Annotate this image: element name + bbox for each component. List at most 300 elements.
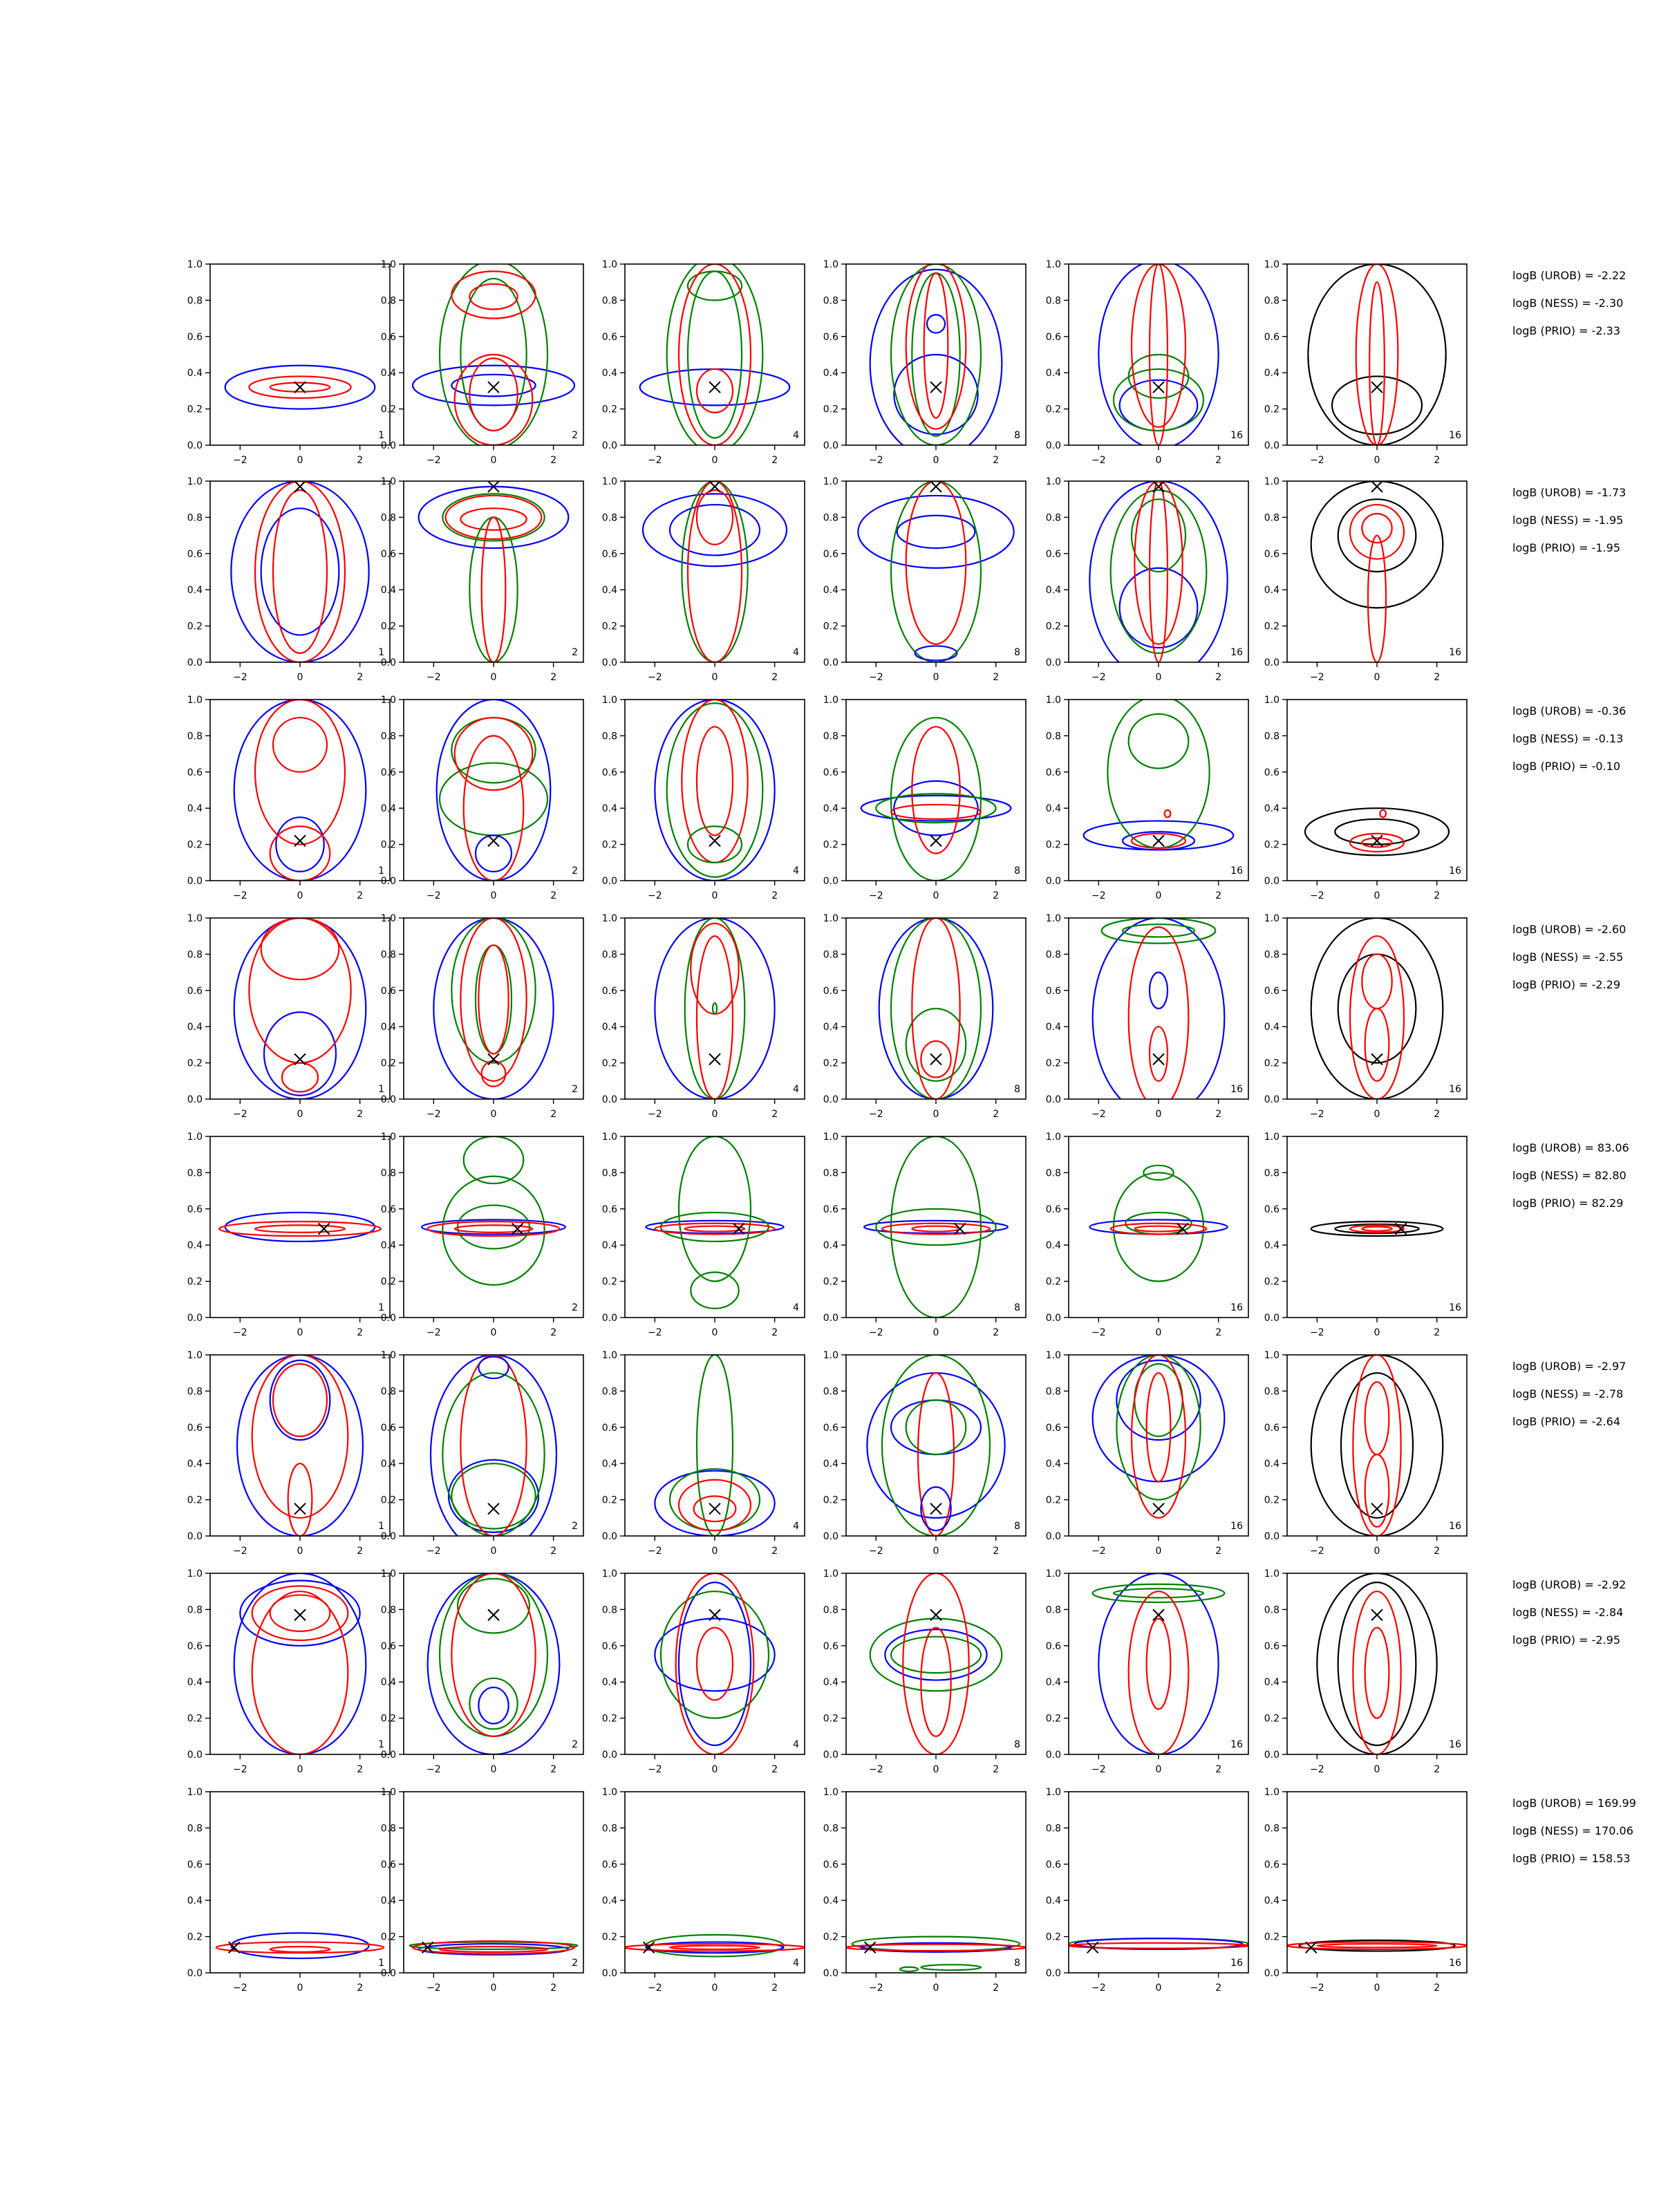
y-tick-label: 0.4 xyxy=(1264,368,1280,379)
x-tick-label: 0 xyxy=(1155,1764,1162,1775)
panel-corner-label: 16 xyxy=(1449,430,1461,441)
y-tick-label: 0.6 xyxy=(601,1422,617,1434)
y-tick-label: 0.2 xyxy=(380,1276,396,1288)
y-tick-label: 0.2 xyxy=(1045,1058,1061,1069)
panel-corner-label: 16 xyxy=(1230,647,1243,658)
x-tick-label: 2 xyxy=(1434,890,1441,901)
x-tick-label: −2 xyxy=(1310,1983,1324,1994)
x-tick-label: −2 xyxy=(233,890,247,901)
x-tick-label: 2 xyxy=(771,1327,778,1338)
x-tick-label: 0 xyxy=(297,1546,303,1557)
y-tick-label: 0.6 xyxy=(601,985,617,997)
y-tick-label: 0.2 xyxy=(601,404,617,415)
y-tick-label: 0.2 xyxy=(1045,1713,1061,1725)
x-tick-label: 0 xyxy=(711,1546,718,1557)
panel-corner-label: 2 xyxy=(572,1958,578,1969)
y-tick-label: 0.8 xyxy=(601,295,617,307)
y-tick-label: 0.8 xyxy=(187,1604,203,1616)
y-tick-label: 0.8 xyxy=(187,1168,203,1179)
y-tick-label: 0.8 xyxy=(601,1823,617,1835)
panel-corner-label: 2 xyxy=(572,647,578,658)
y-tick-label: 0.6 xyxy=(823,331,838,343)
y-tick-label: 0.6 xyxy=(823,1859,838,1871)
x-tick-label: 0 xyxy=(297,890,303,901)
x-tick-label: 0 xyxy=(490,1983,497,1994)
y-tick-label: 0.2 xyxy=(1264,621,1280,632)
y-tick-label: 0.0 xyxy=(187,440,203,451)
x-tick-label: 2 xyxy=(993,1109,1000,1120)
x-tick-label: 2 xyxy=(550,1109,557,1120)
x-tick-label: −2 xyxy=(1310,1327,1324,1338)
y-tick-label: 0.2 xyxy=(601,839,617,851)
y-tick-label: 0.2 xyxy=(1264,1276,1280,1288)
x-tick-label: 2 xyxy=(550,1764,557,1775)
x-tick-label: 2 xyxy=(993,455,1000,466)
x-tick-label: 2 xyxy=(1434,1546,1441,1557)
y-tick-label: 0.4 xyxy=(187,585,203,597)
panel-corner-label: 1 xyxy=(378,865,384,877)
x-tick-label: 0 xyxy=(932,1546,939,1557)
y-tick-label: 0.6 xyxy=(1264,1422,1280,1434)
x-tick-label: −2 xyxy=(1091,672,1106,683)
x-tick-label: 2 xyxy=(357,1983,364,1994)
x-tick-label: 0 xyxy=(490,1327,497,1338)
x-tick-label: −2 xyxy=(1310,1764,1324,1775)
y-tick-label: 0.8 xyxy=(823,512,838,524)
y-tick-label: 0.2 xyxy=(380,404,396,415)
y-tick-label: 0.0 xyxy=(601,657,617,668)
logb-annotation: logB (NESS) = -2.55 xyxy=(1512,950,1624,964)
panel-corner-label: 2 xyxy=(572,1302,578,1313)
y-tick-label: 1.0 xyxy=(1264,1568,1280,1580)
y-tick-label: 1.0 xyxy=(187,1132,203,1143)
panel-corner-label: 4 xyxy=(793,1958,799,1969)
panel-corner-label: 1 xyxy=(378,1084,384,1095)
y-tick-label: 0.6 xyxy=(187,1203,203,1215)
y-tick-label: 0.8 xyxy=(1264,1386,1280,1398)
panel-corner-label: 1 xyxy=(378,1521,384,1532)
panel-corner-label: 8 xyxy=(1014,647,1020,658)
x-tick-label: 2 xyxy=(550,455,557,466)
logb-annotation: logB (NESS) = -1.95 xyxy=(1512,514,1624,527)
panel-corner-label: 1 xyxy=(378,647,384,658)
y-tick-label: 0.4 xyxy=(1045,1022,1061,1033)
y-tick-label: 0.4 xyxy=(1264,1677,1280,1689)
logb-block-row-8 xyxy=(1512,1797,1636,1865)
y-tick-label: 0.8 xyxy=(823,1168,838,1179)
x-tick-label: 2 xyxy=(993,890,1000,901)
y-tick-label: 0.6 xyxy=(1264,767,1280,778)
y-tick-label: 0.4 xyxy=(1045,1677,1061,1689)
y-tick-label: 0.6 xyxy=(1045,548,1061,560)
y-tick-label: 0.2 xyxy=(823,1276,838,1288)
y-tick-label: 0.0 xyxy=(823,440,838,451)
x-tick-label: 2 xyxy=(771,672,778,683)
x-tick-label: −2 xyxy=(648,1546,662,1557)
y-tick-label: 0.0 xyxy=(187,1094,203,1105)
x-tick-label: −2 xyxy=(1091,1983,1106,1994)
y-tick-label: 0.4 xyxy=(380,1895,396,1907)
panel-corner-label: 2 xyxy=(572,865,578,877)
x-tick-label: −2 xyxy=(233,1327,247,1338)
x-tick-label: −2 xyxy=(1310,672,1324,683)
x-tick-label: −2 xyxy=(1310,1546,1324,1557)
y-tick-label: 0.0 xyxy=(187,1531,203,1542)
panel-corner-label: 16 xyxy=(1449,647,1461,658)
x-tick-label: 0 xyxy=(932,890,939,901)
y-tick-label: 0.2 xyxy=(1045,621,1061,632)
y-tick-label: 0.0 xyxy=(1264,876,1280,887)
logb-annotation: logB (UROB) = -2.92 xyxy=(1512,1578,1627,1591)
x-tick-label: −2 xyxy=(1091,1546,1106,1557)
x-tick-label: 0 xyxy=(490,672,497,683)
y-tick-label: 1.0 xyxy=(601,1132,617,1143)
y-tick-label: 0.4 xyxy=(187,1459,203,1470)
x-tick-label: 0 xyxy=(1155,455,1162,466)
y-tick-label: 1.0 xyxy=(601,259,617,270)
y-tick-label: 1.0 xyxy=(823,1787,838,1798)
y-tick-label: 0.2 xyxy=(823,839,838,851)
y-tick-label: 0.8 xyxy=(380,512,396,524)
logb-annotation: logB (NESS) = -2.30 xyxy=(1512,297,1624,310)
x-tick-label: −2 xyxy=(1091,1764,1106,1775)
y-tick-label: 0.8 xyxy=(187,731,203,742)
y-tick-label: 0.2 xyxy=(823,1494,838,1506)
y-tick-label: 0.4 xyxy=(601,1677,617,1689)
panel-corner-label: 16 xyxy=(1230,1302,1243,1313)
y-tick-label: 0.0 xyxy=(823,1968,838,1979)
y-tick-label: 0.6 xyxy=(823,1203,838,1215)
x-tick-label: 0 xyxy=(932,1327,939,1338)
y-tick-label: 0.0 xyxy=(187,876,203,887)
x-tick-label: 2 xyxy=(1434,1983,1441,1994)
x-tick-label: 2 xyxy=(550,890,557,901)
y-tick-label: 0.2 xyxy=(1264,1931,1280,1943)
x-tick-label: 0 xyxy=(490,1109,497,1120)
y-tick-label: 0.6 xyxy=(823,767,838,778)
y-tick-label: 0.6 xyxy=(187,985,203,997)
x-tick-label: 0 xyxy=(711,1109,718,1120)
panel-corner-label: 2 xyxy=(572,430,578,441)
y-tick-label: 0.8 xyxy=(823,295,838,307)
x-tick-label: −2 xyxy=(648,672,662,683)
y-tick-label: 1.0 xyxy=(187,1568,203,1580)
y-tick-label: 1.0 xyxy=(823,913,838,924)
y-tick-label: 0.2 xyxy=(1264,1058,1280,1069)
x-tick-label: −2 xyxy=(427,1546,441,1557)
y-tick-label: 0.6 xyxy=(187,331,203,343)
panel-corner-label: 2 xyxy=(572,1739,578,1750)
y-tick-label: 0.8 xyxy=(187,1386,203,1398)
y-tick-label: 0.8 xyxy=(823,949,838,961)
y-tick-label: 0.0 xyxy=(380,1750,396,1761)
y-tick-label: 0.2 xyxy=(601,1713,617,1725)
y-tick-label: 0.4 xyxy=(1264,1240,1280,1252)
x-tick-label: −2 xyxy=(648,1109,662,1120)
panel-corner-label: 16 xyxy=(1230,1521,1243,1532)
y-tick-label: 0.6 xyxy=(823,548,838,560)
logb-block-row-5 xyxy=(1512,1141,1629,1210)
x-tick-label: 2 xyxy=(771,1546,778,1557)
y-tick-label: 0.4 xyxy=(1264,803,1280,815)
y-tick-label: 0.4 xyxy=(1045,585,1061,597)
y-tick-label: 1.0 xyxy=(187,695,203,706)
y-tick-label: 1.0 xyxy=(601,476,617,487)
y-tick-label: 0.4 xyxy=(1045,1459,1061,1470)
x-tick-label: 2 xyxy=(1215,1109,1222,1120)
y-tick-label: 1.0 xyxy=(187,1787,203,1798)
y-tick-label: 0.0 xyxy=(380,1531,396,1542)
x-tick-label: 0 xyxy=(297,672,303,683)
panel-corner-label: 8 xyxy=(1014,1521,1020,1532)
y-tick-label: 1.0 xyxy=(1264,1132,1280,1143)
panel-corner-label: 4 xyxy=(793,865,799,877)
x-tick-label: 2 xyxy=(357,1327,364,1338)
y-tick-label: 0.8 xyxy=(1264,1168,1280,1179)
logb-annotation: logB (UROB) = 83.06 xyxy=(1512,1141,1629,1154)
logb-annotation: logB (PRIO) = -2.64 xyxy=(1512,1415,1620,1428)
x-tick-label: 2 xyxy=(993,1327,1000,1338)
y-tick-label: 0.8 xyxy=(380,949,396,961)
y-tick-label: 0.2 xyxy=(1045,1931,1061,1943)
panel-corner-label: 1 xyxy=(378,1302,384,1313)
y-tick-label: 0.8 xyxy=(1045,949,1061,961)
x-tick-label: 2 xyxy=(993,1546,1000,1557)
x-tick-label: 0 xyxy=(1155,1983,1162,1994)
y-tick-label: 0.6 xyxy=(380,1422,396,1434)
x-tick-label: −2 xyxy=(427,455,441,466)
panel-corner-label: 4 xyxy=(793,1084,799,1095)
panel-corner-label: 8 xyxy=(1014,1739,1020,1750)
x-tick-label: −2 xyxy=(427,672,441,683)
y-tick-label: 1.0 xyxy=(187,1350,203,1361)
y-tick-label: 0.4 xyxy=(823,1459,838,1470)
x-tick-label: 0 xyxy=(1155,1109,1162,1120)
y-tick-label: 0.0 xyxy=(380,657,396,668)
y-tick-label: 0.6 xyxy=(380,1640,396,1652)
y-tick-label: 0.2 xyxy=(1045,839,1061,851)
y-tick-label: 0.4 xyxy=(380,1459,396,1470)
y-tick-label: 0.8 xyxy=(1264,1604,1280,1616)
y-tick-label: 0.0 xyxy=(187,1750,203,1761)
y-tick-label: 0.4 xyxy=(1264,585,1280,597)
x-tick-label: 0 xyxy=(711,672,718,683)
x-tick-label: 0 xyxy=(1155,890,1162,901)
x-tick-label: 2 xyxy=(771,455,778,466)
x-tick-label: 2 xyxy=(550,1546,557,1557)
y-tick-label: 0.8 xyxy=(1264,295,1280,307)
x-tick-label: −2 xyxy=(427,1764,441,1775)
x-tick-label: −2 xyxy=(427,890,441,901)
x-tick-label: 2 xyxy=(1215,1546,1222,1557)
panel-corner-label: 16 xyxy=(1230,430,1243,441)
x-tick-label: −2 xyxy=(233,1109,247,1120)
x-tick-label: 2 xyxy=(357,672,364,683)
x-tick-label: −2 xyxy=(869,672,883,683)
panel-corner-label: 16 xyxy=(1230,1739,1243,1750)
y-tick-label: 1.0 xyxy=(187,259,203,270)
panel-corner-label: 4 xyxy=(793,647,799,658)
y-tick-label: 0.0 xyxy=(601,1531,617,1542)
x-tick-label: −2 xyxy=(869,1109,883,1120)
x-tick-label: 2 xyxy=(550,1327,557,1338)
y-tick-label: 0.8 xyxy=(601,512,617,524)
y-tick-label: 0.0 xyxy=(380,1968,396,1979)
panel-corner-label: 16 xyxy=(1230,865,1243,877)
y-tick-label: 0.4 xyxy=(601,803,617,815)
x-tick-label: −2 xyxy=(233,1983,247,1994)
y-tick-label: 0.6 xyxy=(380,1859,396,1871)
x-tick-label: 0 xyxy=(932,1109,939,1120)
y-tick-label: 0.8 xyxy=(601,949,617,961)
y-tick-label: 0.2 xyxy=(380,839,396,851)
y-tick-label: 1.0 xyxy=(1264,695,1280,706)
x-tick-label: 2 xyxy=(1215,672,1222,683)
panel-corner-label: 8 xyxy=(1014,1958,1020,1969)
y-tick-label: 0.8 xyxy=(601,1604,617,1616)
y-tick-label: 0.6 xyxy=(601,548,617,560)
y-tick-label: 0.4 xyxy=(1045,803,1061,815)
y-tick-label: 0.6 xyxy=(187,548,203,560)
panel-corner-label: 8 xyxy=(1014,1302,1020,1313)
logb-annotation: logB (PRIO) = -0.10 xyxy=(1512,760,1620,773)
x-tick-label: 0 xyxy=(1374,1983,1380,1994)
y-tick-label: 0.6 xyxy=(601,767,617,778)
x-tick-label: −2 xyxy=(1091,890,1106,901)
y-tick-label: 1.0 xyxy=(1045,913,1061,924)
y-tick-label: 1.0 xyxy=(823,695,838,706)
y-tick-label: 0.4 xyxy=(601,368,617,379)
logb-annotation: logB (PRIO) = -1.95 xyxy=(1512,541,1620,554)
y-tick-label: 0.8 xyxy=(380,295,396,307)
y-tick-label: 0.0 xyxy=(601,1750,617,1761)
y-tick-label: 0.4 xyxy=(823,1895,838,1907)
x-tick-label: −2 xyxy=(233,455,247,466)
y-tick-label: 0.2 xyxy=(187,621,203,632)
y-tick-label: 0.2 xyxy=(1264,1494,1280,1506)
y-tick-label: 0.8 xyxy=(380,1823,396,1835)
y-tick-label: 0.4 xyxy=(823,585,838,597)
y-tick-label: 0.0 xyxy=(380,1313,396,1324)
x-tick-label: 0 xyxy=(490,890,497,901)
y-tick-label: 0.2 xyxy=(187,404,203,415)
y-tick-label: 0.6 xyxy=(601,331,617,343)
y-tick-label: 0.2 xyxy=(823,621,838,632)
y-tick-label: 0.6 xyxy=(380,767,396,778)
y-tick-label: 0.6 xyxy=(1045,331,1061,343)
y-tick-label: 0.0 xyxy=(823,1531,838,1542)
y-tick-label: 0.0 xyxy=(823,1094,838,1105)
x-tick-label: 2 xyxy=(357,455,364,466)
x-tick-label: 2 xyxy=(550,1983,557,1994)
y-tick-label: 0.6 xyxy=(601,1203,617,1215)
y-tick-label: 0.6 xyxy=(1264,1859,1280,1871)
x-tick-label: 2 xyxy=(771,1109,778,1120)
y-tick-label: 0.2 xyxy=(1045,1494,1061,1506)
y-tick-label: 1.0 xyxy=(1045,1350,1061,1361)
x-tick-label: 0 xyxy=(932,1764,939,1775)
y-tick-label: 0.4 xyxy=(1264,1459,1280,1470)
y-tick-label: 0.0 xyxy=(380,876,396,887)
y-tick-label: 0.8 xyxy=(1264,512,1280,524)
y-tick-label: 1.0 xyxy=(1045,1787,1061,1798)
y-tick-label: 0.0 xyxy=(601,876,617,887)
y-tick-label: 0.8 xyxy=(823,1604,838,1616)
y-tick-label: 0.6 xyxy=(1045,1640,1061,1652)
y-tick-label: 1.0 xyxy=(1045,695,1061,706)
y-tick-label: 0.6 xyxy=(1264,548,1280,560)
y-tick-label: 0.4 xyxy=(380,1677,396,1689)
y-tick-label: 1.0 xyxy=(1045,476,1061,487)
y-tick-label: 0.2 xyxy=(823,1713,838,1725)
x-tick-label: 2 xyxy=(1434,1327,1441,1338)
y-tick-label: 0.4 xyxy=(1264,1895,1280,1907)
y-tick-label: 0.6 xyxy=(380,548,396,560)
y-tick-label: 0.6 xyxy=(1045,985,1061,997)
y-tick-label: 1.0 xyxy=(601,1787,617,1798)
panel-corner-label: 16 xyxy=(1449,1958,1461,1969)
y-tick-label: 0.4 xyxy=(601,1022,617,1033)
x-tick-label: −2 xyxy=(233,672,247,683)
x-tick-label: −2 xyxy=(1310,1109,1324,1120)
y-tick-label: 0.4 xyxy=(1045,1895,1061,1907)
y-tick-label: 0.2 xyxy=(1264,1713,1280,1725)
y-tick-label: 1.0 xyxy=(380,1787,396,1798)
y-tick-label: 0.0 xyxy=(1045,440,1061,451)
y-tick-label: 0.0 xyxy=(823,876,838,887)
x-tick-label: −2 xyxy=(1310,890,1324,901)
panel-corner-label: 1 xyxy=(378,1739,384,1750)
x-tick-label: 0 xyxy=(711,455,718,466)
x-tick-label: 2 xyxy=(1215,890,1222,901)
logb-annotation: logB (PRIO) = 82.29 xyxy=(1512,1197,1624,1210)
x-tick-label: −2 xyxy=(1091,1109,1106,1120)
y-tick-label: 0.8 xyxy=(1264,1823,1280,1835)
y-tick-label: 1.0 xyxy=(1264,259,1280,270)
x-tick-label: −2 xyxy=(869,890,883,901)
y-tick-label: 0.0 xyxy=(1045,657,1061,668)
y-tick-label: 0.4 xyxy=(823,1240,838,1252)
x-tick-label: −2 xyxy=(648,890,662,901)
y-tick-label: 0.0 xyxy=(1045,876,1061,887)
y-tick-label: 0.6 xyxy=(823,985,838,997)
y-tick-label: 0.0 xyxy=(601,1094,617,1105)
y-tick-label: 0.8 xyxy=(1264,731,1280,742)
x-tick-label: 2 xyxy=(993,1764,1000,1775)
y-tick-label: 0.6 xyxy=(1264,1640,1280,1652)
y-tick-label: 0.0 xyxy=(1264,657,1280,668)
y-tick-label: 0.8 xyxy=(823,731,838,742)
panel-corner-label: 8 xyxy=(1014,1084,1020,1095)
logb-annotation: logB (UROB) = -0.36 xyxy=(1512,704,1627,718)
y-tick-label: 0.8 xyxy=(1045,1386,1061,1398)
y-tick-label: 0.8 xyxy=(823,1386,838,1398)
x-tick-label: 0 xyxy=(490,1764,497,1775)
y-tick-label: 0.6 xyxy=(823,1640,838,1652)
y-tick-label: 1.0 xyxy=(380,1568,396,1580)
y-tick-label: 0.8 xyxy=(1045,1604,1061,1616)
x-tick-label: 2 xyxy=(357,890,364,901)
y-tick-label: 0.4 xyxy=(1045,368,1061,379)
x-tick-label: 2 xyxy=(1434,672,1441,683)
y-tick-label: 0.6 xyxy=(187,767,203,778)
y-tick-label: 0.8 xyxy=(187,949,203,961)
logb-annotation: logB (NESS) = 170.06 xyxy=(1512,1824,1633,1837)
y-tick-label: 0.4 xyxy=(187,1895,203,1907)
y-tick-label: 0.8 xyxy=(1045,1168,1061,1179)
y-tick-label: 0.0 xyxy=(823,1313,838,1324)
y-tick-label: 0.2 xyxy=(380,1058,396,1069)
